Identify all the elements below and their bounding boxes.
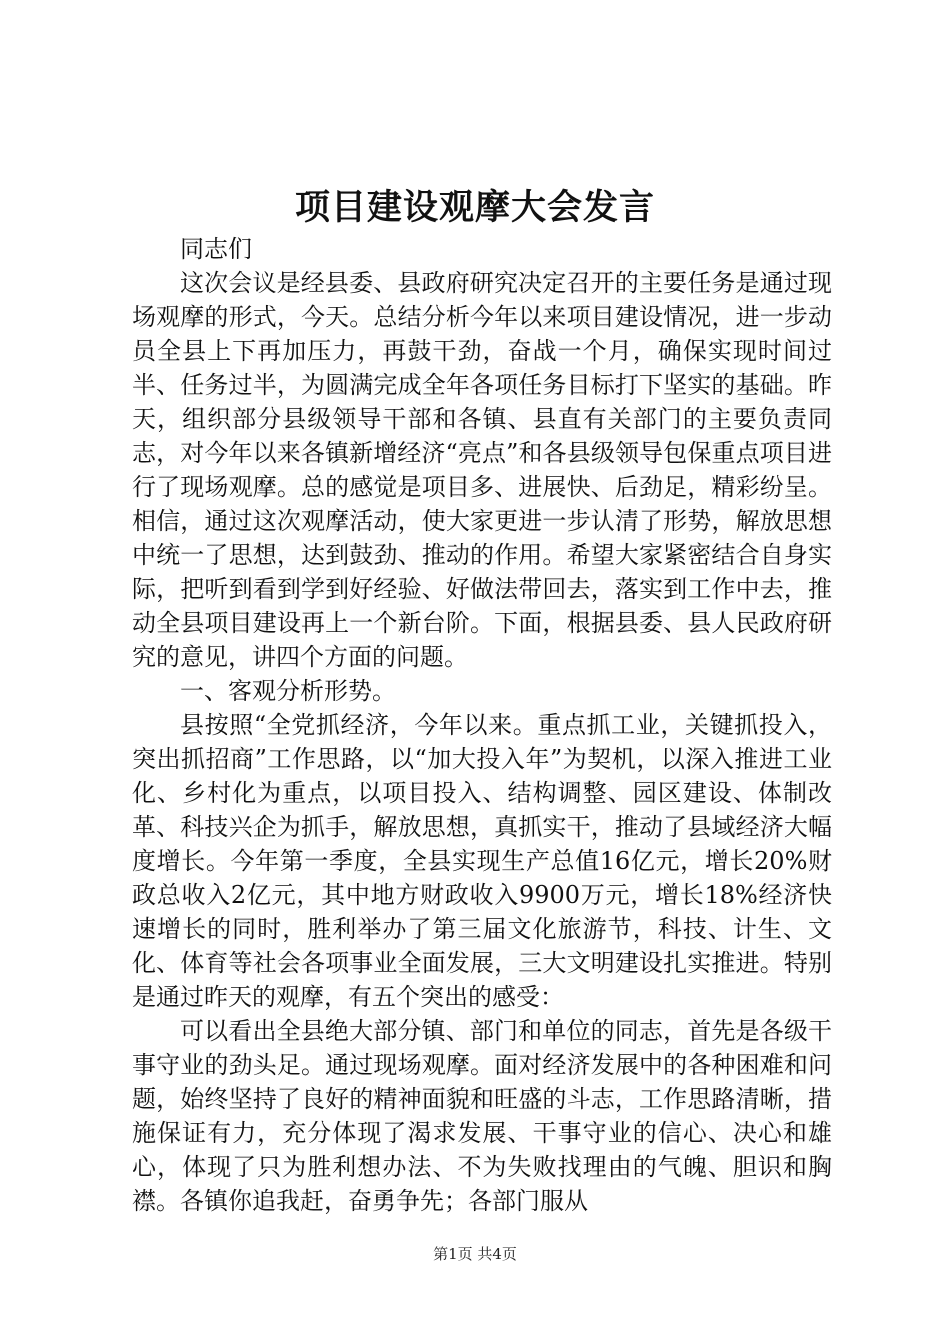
document-title: 项目建设观摩大会发言: [294, 187, 655, 228]
paragraph-salutation: 同志们: [180, 235, 252, 263]
document-body: [132, 232, 832, 1218]
paragraph-intro: 这次会议是经县委、县政府研究决定召开的主要任务是通过现场观摩的形式，今天。总结分析今年以来项目建设情况，进一步动员全县上下再加压力，再鼓干劲，奋战一个月，确保实现时间过半、任务过半，为圆满完成全年各项任务目标打下坚实的基础。昨天，组织部分县级领导干部和各镇、县直有关部门的主要负责同志，对今年以来各镇新增经济“亮点”和各县级领导包保重点项目进行了现场观摩。总的感觉是项目多、进展快、后劲足，精彩纷呈。相信，通过这次观摩活动，使大家更进一步认清了形势，解放思想中统一了思想，达到鼓劲、推动的作用。希望大家紧密结合自身实际，把听到看到学到好经验、好做法带回去，落实到工作中去，推动全县项目建设再上一个新台阶。下面，根据县委、县人民政府研究的意见，讲四个方面的问题。: [132, 269, 832, 671]
paragraph-situation: 县按照“全党抓经济，今年以来。重点抓工业，关键抓投入，突出抓招商”工作思路，以“加大投入年”为契机，以深入推进工业化、乡村化为重点，以项目投入、结构调整、园区建设、体制改革、科技兴企为抓手，解放思想，真抓实干，推动了县域经济大幅度增长。今年第一季度，全县实现生产总值16亿元，增长20%财政总收入2亿元，其中地方财政收入9900万元，增长18%经济快速增长的同时，胜利举办了第三届文化旅游节，科技、计生、文化、体育等社会各项事业全面发展，三大文明建设扎实推进。特别是通过昨天的观摩，有五个突出的感受：: [132, 711, 832, 1011]
paragraph-impressions: 可以看出全县绝大部分镇、部门和单位的同志，首先是各级干事守业的劲头足。通过现场观摩。面对经济发展中的各种困难和问题，始终坚持了良好的精神面貌和旺盛的斗志，工作思路清晰，措施保证有力，充分体现了渴求发展、干事守业的信心、决心和雄心，体现了只为胜利想办法、不为失败找理由的气魄、胆识和胸襟。各镇你追我赶，奋勇争先；各部门服从: [132, 1017, 832, 1215]
section-heading-1: 一、客观分析形势。: [180, 677, 396, 705]
page-footer: 第1页 共4页: [433, 1245, 517, 1263]
